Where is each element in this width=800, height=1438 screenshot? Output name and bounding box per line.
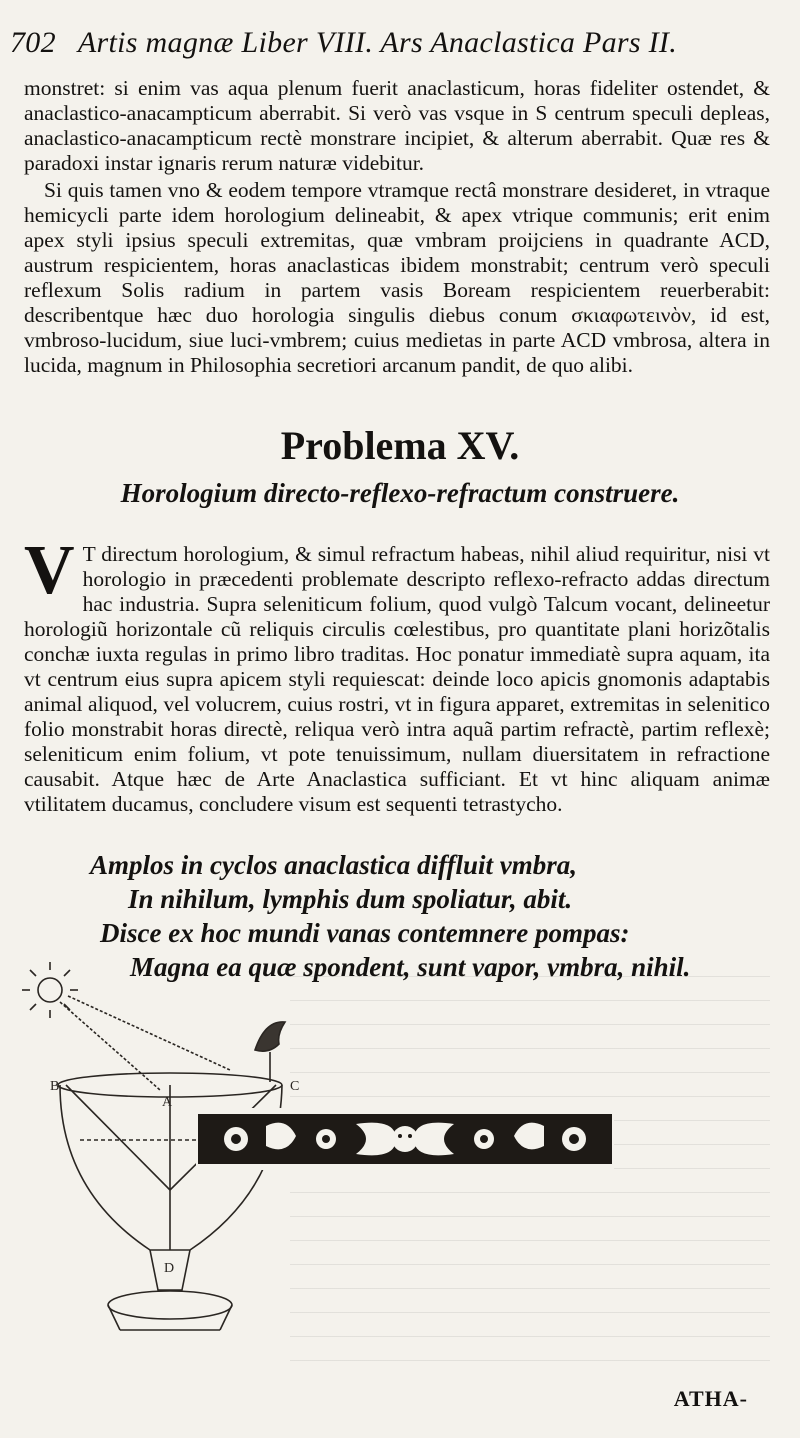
figure-label-a: A — [162, 1095, 173, 1110]
verse-line-3: Disce ex hoc mundi vanas contemnere pompas: — [100, 918, 630, 948]
main-paragraph-block — [24, 532, 770, 817]
second-paragraph: Si quis tamen vno & eodem tempore vtramque rectâ monstrare desideret, in vtraque hemicycli parte idem horologium delineabit, & apex vtrique communis; erit enim apex styli ipsius speculi extremitas, quæ vmbram proijciens in quadrante ACD, austrum respicientem, horas anaclasticas ibidem monstrabit; centrum verò speculi reflexum Solis radium in partem vasis Boream respicientem reuerberabit: describentque hæc duo horologia singulis diebus conum σκιαφωτεινὸν, id est, vmbroso-lucidum, siue luci-vmbrem; cuius medietas in parte ACD vmbrosa, altera in lucida, magnum in Philosophia secretiori arcanum pandit, de quo alibi. — [24, 178, 770, 377]
decorative-headpiece-ornament — [196, 1108, 614, 1170]
top-paragraph: monstret: si enim vas aqua plenum fuerit anaclasticum, horas fideliter ostendet, & anaclastico-anacampticum aberrabit. Si verò vas vsque in S centrum speculi depleas, anaclastico-anacampticum rectè monstrare incipiet, & alterum aberrabit. Quæ res & paradoxi instar ignaris rerum naturæ videbitur. — [24, 76, 770, 175]
verse-line-1: Amplos in cyclos anaclastica diffluit vmbra, — [90, 850, 578, 880]
top-paragraph-block — [24, 76, 770, 378]
figure-label-b: B — [50, 1079, 60, 1094]
page-number: 702 — [10, 26, 56, 59]
running-head — [10, 26, 770, 60]
sun-icon — [38, 978, 62, 1002]
catchword: ATHA- — [673, 1386, 748, 1411]
verse-line-2: In nihilum, lymphis dum spoliatur, abit. — [128, 884, 573, 914]
problem-title: Problema XV. — [280, 423, 520, 468]
bird-figure — [255, 1022, 285, 1051]
verse-line-4: Magna ea quæ spondent, sunt vapor, vmbra, nihil. — [130, 952, 691, 982]
figure-label-c: C — [290, 1079, 300, 1094]
problem-subtitle: Horologium directo-reflexo-refractum construere. — [120, 478, 680, 508]
dropcap: V — [24, 532, 75, 609]
running-title: Artis magnæ Liber VIII. Ars Anaclastica Pars II. — [77, 26, 678, 59]
bleed-through-texture — [290, 960, 770, 1380]
main-paragraph: T directum horologium, & simul refractum habeas, nihil aliud requiritur, nisi vt horologio in præcedenti problemate descripto reflexo-refracto addas directum hac industria. Supra seleniticum folium, quod vulgò Talcum vocant, delineetur horologiũ horizontale cũ reliquis circulis cœlestibus, pro quantitate plani horizõtalis conchæ iuxta regulas in primo libro traditas. Hoc ponatur immediatè supra aquam, ita vt centrum eius supra apicem styli requiescat: deinde loco apicis gnomonis adaptabis animal aliquod, vel volucrem, cuius rostri, vt in figura apparet, extremitas in selenitico folio monstrabit horas directè, reliqua verò intra aquã partim refractè, partim reflexè; seleniticum enim folium, vt pote tenuissimum, nullam diuersitatem in refractione causabit. Atque hæc de Arte Anaclastica sufficiant. Et vt hinc aliquam animæ vtilitatem ducamus, concludere visum est sequenti tetrastycho. — [24, 542, 770, 816]
figure-label-d: D — [164, 1261, 175, 1276]
